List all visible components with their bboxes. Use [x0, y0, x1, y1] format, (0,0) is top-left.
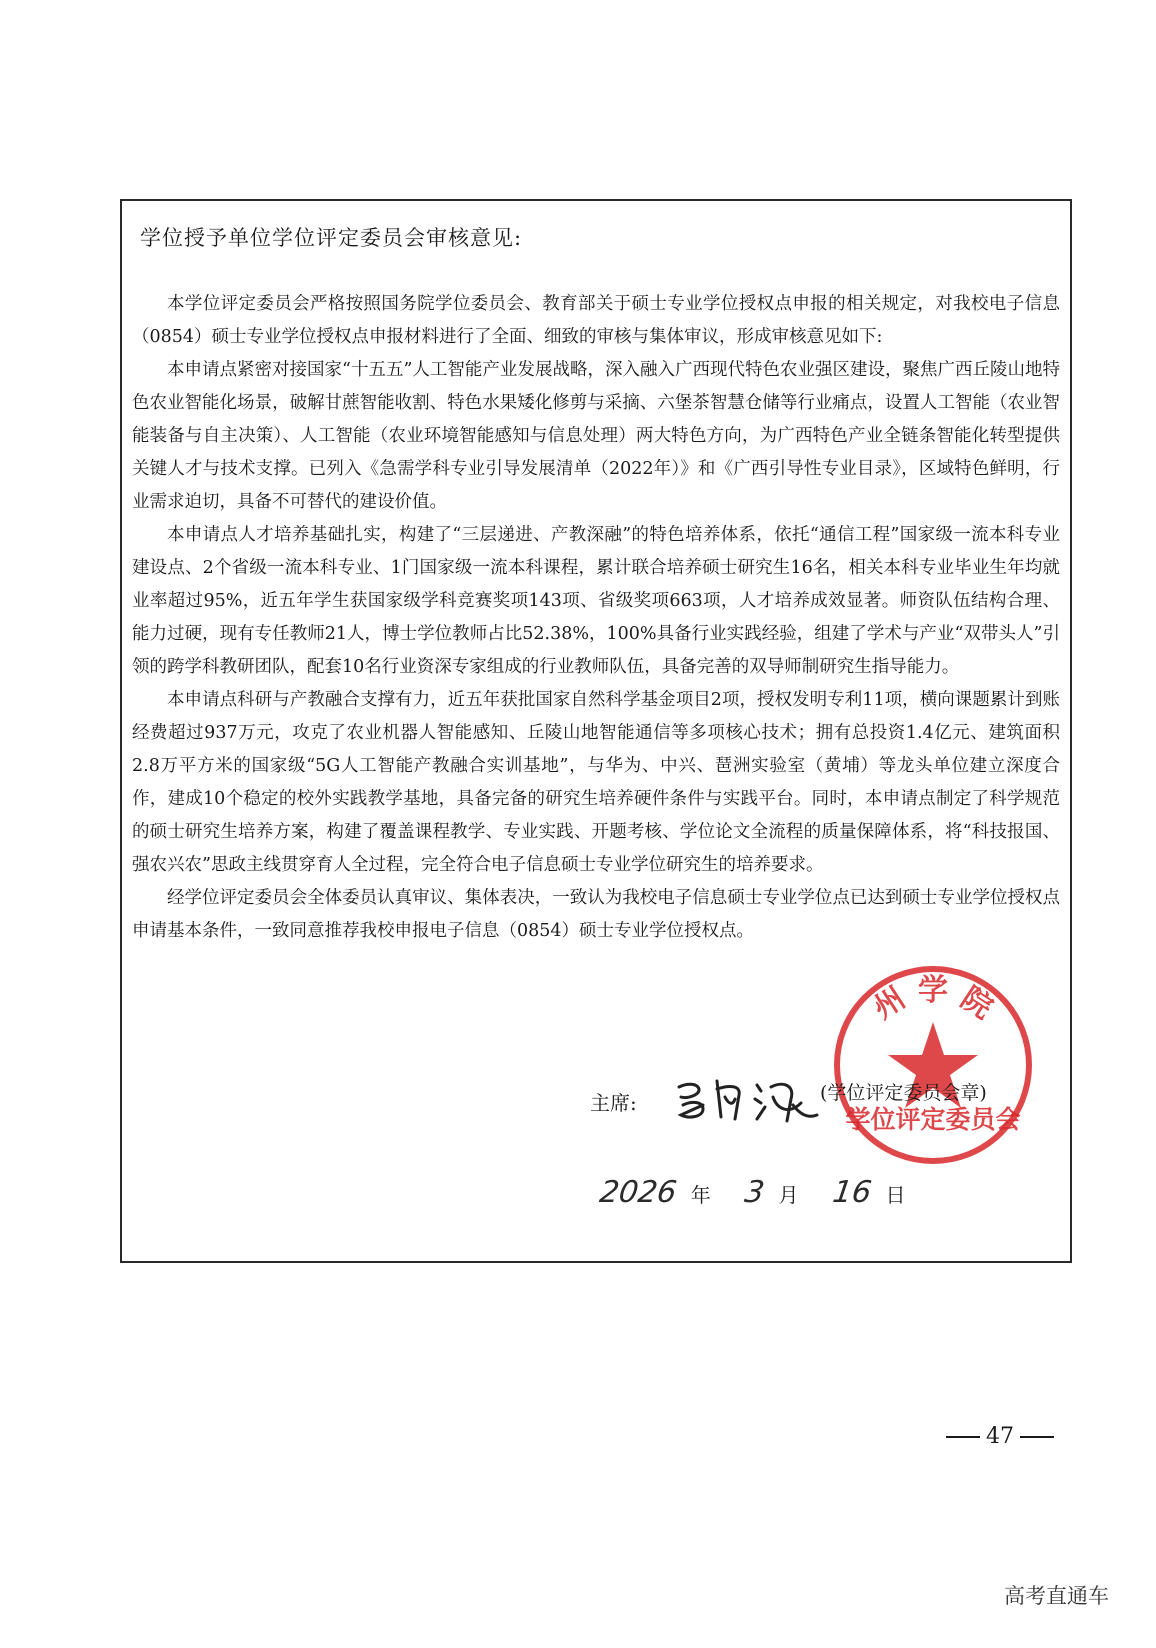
- date-row: [597, 1175, 933, 1210]
- date-month-unit: 月: [778, 1183, 799, 1207]
- section-title: 学位授予单位学位评定委员会审核意见:: [140, 226, 523, 250]
- seal-top-text: 州 学 院: [867, 973, 999, 1027]
- date-year: 2026: [597, 1175, 679, 1210]
- page-number: [940, 1424, 1060, 1449]
- date-day-unit: 日: [885, 1183, 906, 1207]
- paragraph-positioning: 本申请点紧密对接国家“十五五”人工智能产业发展战略，深入融入广西现代特色农业强区建设，聚焦广西丘陵山地特色农业智能化场景，破解甘蔗智能收割、特色水果矮化修剪与采摘、六堡茶智慧仓储等行业痛点，设置人工智能（农业智能装备与自主决策）、人工智能（农业环境智能感知与信息处理）两大特色方向，为广西特色产业全链条智能化转型提供关键人才与技术支撑。已列入《急需学科专业引导发展清单（2022年）》和《广西引导性专业目录》，区域特色鲜明，行业需求迫切，具备不可替代的建设价值。: [132, 360, 1060, 512]
- seal-note: (学位评定委员会章): [820, 1082, 987, 1104]
- chair-label: 主席:: [590, 1090, 637, 1115]
- page-number-dash-right: [1020, 1436, 1054, 1438]
- watermark: 高考直通车: [1004, 1584, 1109, 1608]
- paragraph-intro: 本学位评定委员会严格按照国务院学位委员会、教育部关于硕士专业学位授权点申报的相关规定，对我校电子信息（0854）硕士专业学位授权点申报材料进行了全面、细致的审核与集体审议，形成审核意见如下:: [132, 294, 1060, 347]
- chair-signature: [673, 1075, 823, 1127]
- page-number-dash-left: [946, 1436, 980, 1438]
- seal-bottom-text: 学位评定委员会: [845, 1105, 1021, 1134]
- committee-seal: [828, 960, 1038, 1170]
- paragraph-talent: 本申请点人才培养基础扎实，构建了“三层递进、产教深融”的特色培养体系，依托“通信工程”国家级一流本科专业建设点、2个省级一流本科专业、1门国家级一流本科课程，累计联合培养硕士研究生16名，相关本科专业毕业生年均就业率超过95%，近五年学生获国家级学科竞赛奖项143项、省级奖项663项，人才培养成效显著。师资队伍结构合理、能力过硬，现有专任教师21人，博士学位教师占比52.38%，100%具备行业实践经验，组建了学术与产业“双带头人”引领的跨学科教研团队，配套10名行业资深专家组成的行业教师队伍，具备完善的双导师制研究生指导能力。: [132, 525, 1060, 677]
- paragraph-research: 本申请点科研与产教融合支撑有力，近五年获批国家自然科学基金项目2项，授权发明专利11项，横向课题累计到账经费超过937万元，攻克了农业机器人智能感知、丘陵山地智能通信等多项核心技术；拥有总投资1.4亿元、建筑面积2.8万平方米的国家级“5G人工智能产教融合实训基地”，与华为、中兴、琶洲实验室（黄埔）等龙头单位建立深度合作，建成10个稳定的校外实践教学基地，具备完备的研究生培养硬件条件与实践平台。同时，本申请点制定了科学规范的硕士研究生培养方案，构建了覆盖课程教学、专业实践、开题考核、学位论文全流程的质量保障体系，将“科技报国、强农兴农”思政主线贯穿育人全过程，完全符合电子信息硕士专业学位研究生的培养要求。: [132, 690, 1060, 875]
- date-day: 16: [830, 1175, 874, 1210]
- signature-row: [590, 1075, 823, 1127]
- opinion-body: [132, 288, 1060, 948]
- page-number-value: 47: [986, 1424, 1014, 1449]
- date-year-unit: 年: [690, 1183, 711, 1207]
- date-month: 3: [742, 1175, 767, 1210]
- paragraph-conclusion: 经学位评定委员会全体委员认真审议、集体表决，一致认为我校电子信息硕士专业学位点已达到硕士专业学位授权点申请基本条件，一致同意推荐我校申报电子信息（0854）硕士专业学位授权点。: [132, 888, 1060, 941]
